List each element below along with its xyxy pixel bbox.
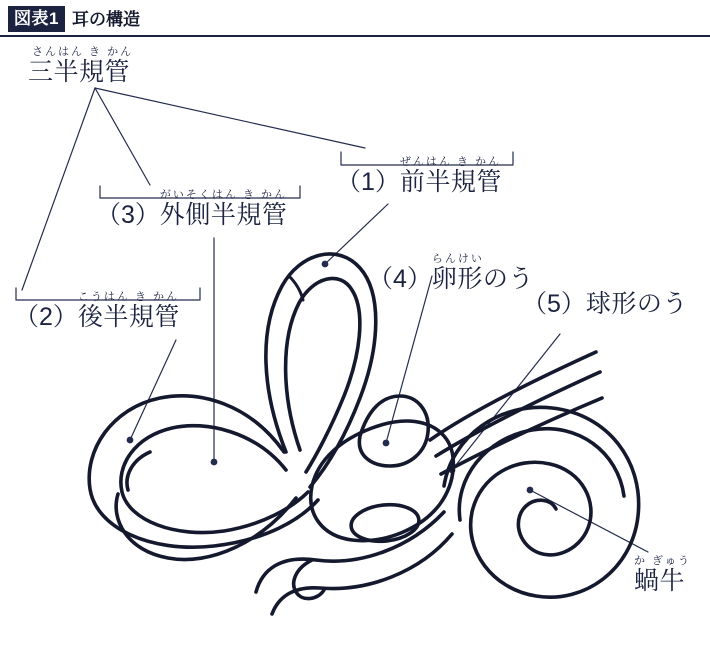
ruby-kagyu: か ぎゅう [634, 555, 692, 567]
utricle [359, 396, 428, 466]
text-kou: 後半規管 [77, 303, 180, 331]
anterior-canal-tick [289, 276, 303, 300]
anterior-canal-inner [286, 278, 360, 472]
pointer-kou [130, 340, 176, 440]
text-zen: 前半規管 [399, 168, 502, 196]
posterior-canal-inner [127, 452, 150, 490]
label-utricle [368, 254, 534, 292]
ruby-sanhankikan: さんはん き かん [32, 46, 134, 58]
text-gaisoku: 外側半規管 [159, 201, 288, 229]
text-kagyu: 蝸牛 [634, 567, 686, 595]
dot-rankei [383, 440, 390, 447]
ruby-gaisoku: がいそくはん き かん [159, 189, 288, 201]
nerve-loop [294, 560, 324, 599]
dot-kou [127, 437, 134, 444]
nerve-tube-lower [272, 534, 452, 614]
label-sanhankikan [28, 47, 133, 85]
text-kyukei: 球形のう [585, 290, 688, 318]
dot-gaisoku [211, 459, 218, 466]
number-rankei: （4） [368, 265, 432, 293]
label-lateral-canal [96, 190, 287, 228]
text-sanhankikan: 三半規管 [28, 58, 131, 86]
label-posterior-canal [14, 292, 180, 330]
number-kyukei: （5） [522, 290, 586, 318]
ruby-zen: ぜんはん き かん [399, 156, 502, 168]
ruby-rankei: らんけい [431, 253, 484, 265]
pointer-rankei [386, 276, 432, 443]
number-zen: （1） [336, 168, 400, 196]
label-cochlea [634, 556, 691, 594]
posterior-canal-outer [116, 494, 296, 560]
figure-number-badge: 図表1 [8, 6, 65, 32]
cochlea-inner-turn [459, 429, 624, 520]
number-gaisoku: （3） [96, 201, 160, 229]
ruby-kou: こうはん き かん [77, 291, 180, 303]
label-anterior-canal [336, 157, 502, 195]
dot-zen [322, 261, 329, 268]
pointer-kyukei [452, 334, 560, 470]
duct-strand-1 [430, 352, 596, 440]
label-saccule [522, 292, 688, 317]
dot-kagyu [527, 487, 534, 494]
number-kou: （2） [14, 303, 78, 331]
figure-title: 耳の構造 [71, 9, 140, 29]
text-rankei: 卵形のう [431, 265, 534, 293]
